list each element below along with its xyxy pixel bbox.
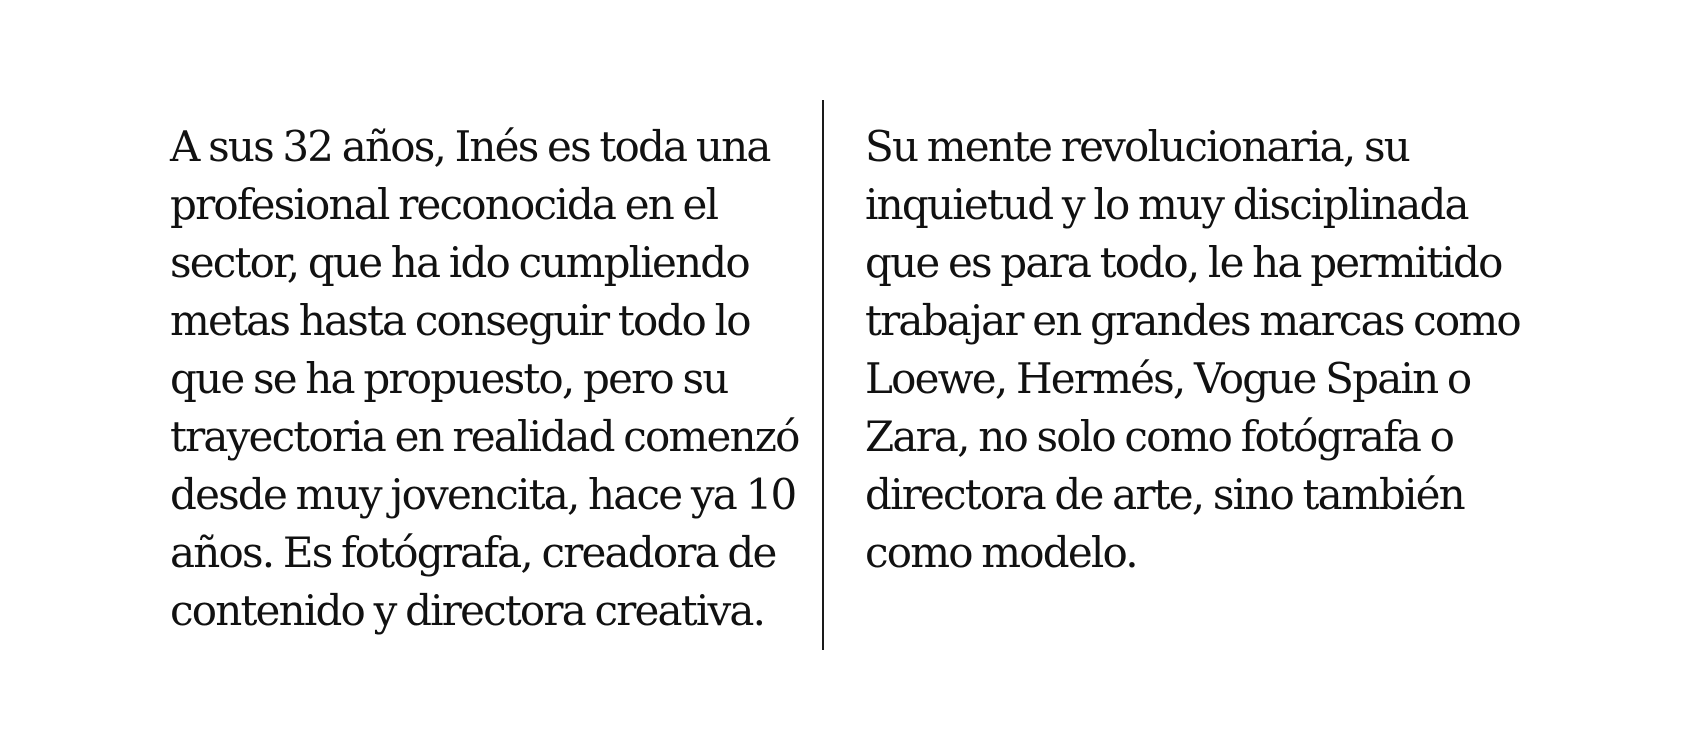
text-line: inquietud y lo muy disciplinada bbox=[865, 180, 1468, 229]
text-line: directora de arte, sino también bbox=[865, 470, 1464, 519]
column-divider bbox=[822, 100, 824, 650]
right-text-column bbox=[865, 118, 1565, 582]
text-line: Zara, no solo como fotógrafa o bbox=[865, 412, 1454, 461]
text-line: contenido y directora creativa. bbox=[170, 586, 765, 635]
text-line: años. Es fotógrafa, creadora de bbox=[170, 528, 776, 577]
text-line: trabajar en grandes marcas como bbox=[865, 296, 1520, 345]
text-line: Su mente revolucionaria, su bbox=[865, 122, 1410, 171]
left-text-column bbox=[170, 118, 830, 640]
text-line: profesional reconocida en el bbox=[170, 180, 718, 229]
text-line: A sus 32 años, Inés es toda una bbox=[170, 122, 770, 171]
text-line: metas hasta conseguir todo lo bbox=[170, 296, 750, 345]
text-line: que es para todo, le ha permitido bbox=[865, 238, 1502, 287]
text-line: como modelo. bbox=[865, 528, 1137, 577]
text-line: que se ha propuesto, pero su bbox=[170, 354, 728, 403]
text-line: desde muy jovencita, hace ya 10 bbox=[170, 470, 796, 519]
text-line: sector, que ha ido cumpliendo bbox=[170, 238, 749, 287]
text-line: trayectoria en realidad comenzó bbox=[170, 412, 799, 461]
text-line: Loewe, Hermés, Vogue Spain o bbox=[865, 354, 1471, 403]
